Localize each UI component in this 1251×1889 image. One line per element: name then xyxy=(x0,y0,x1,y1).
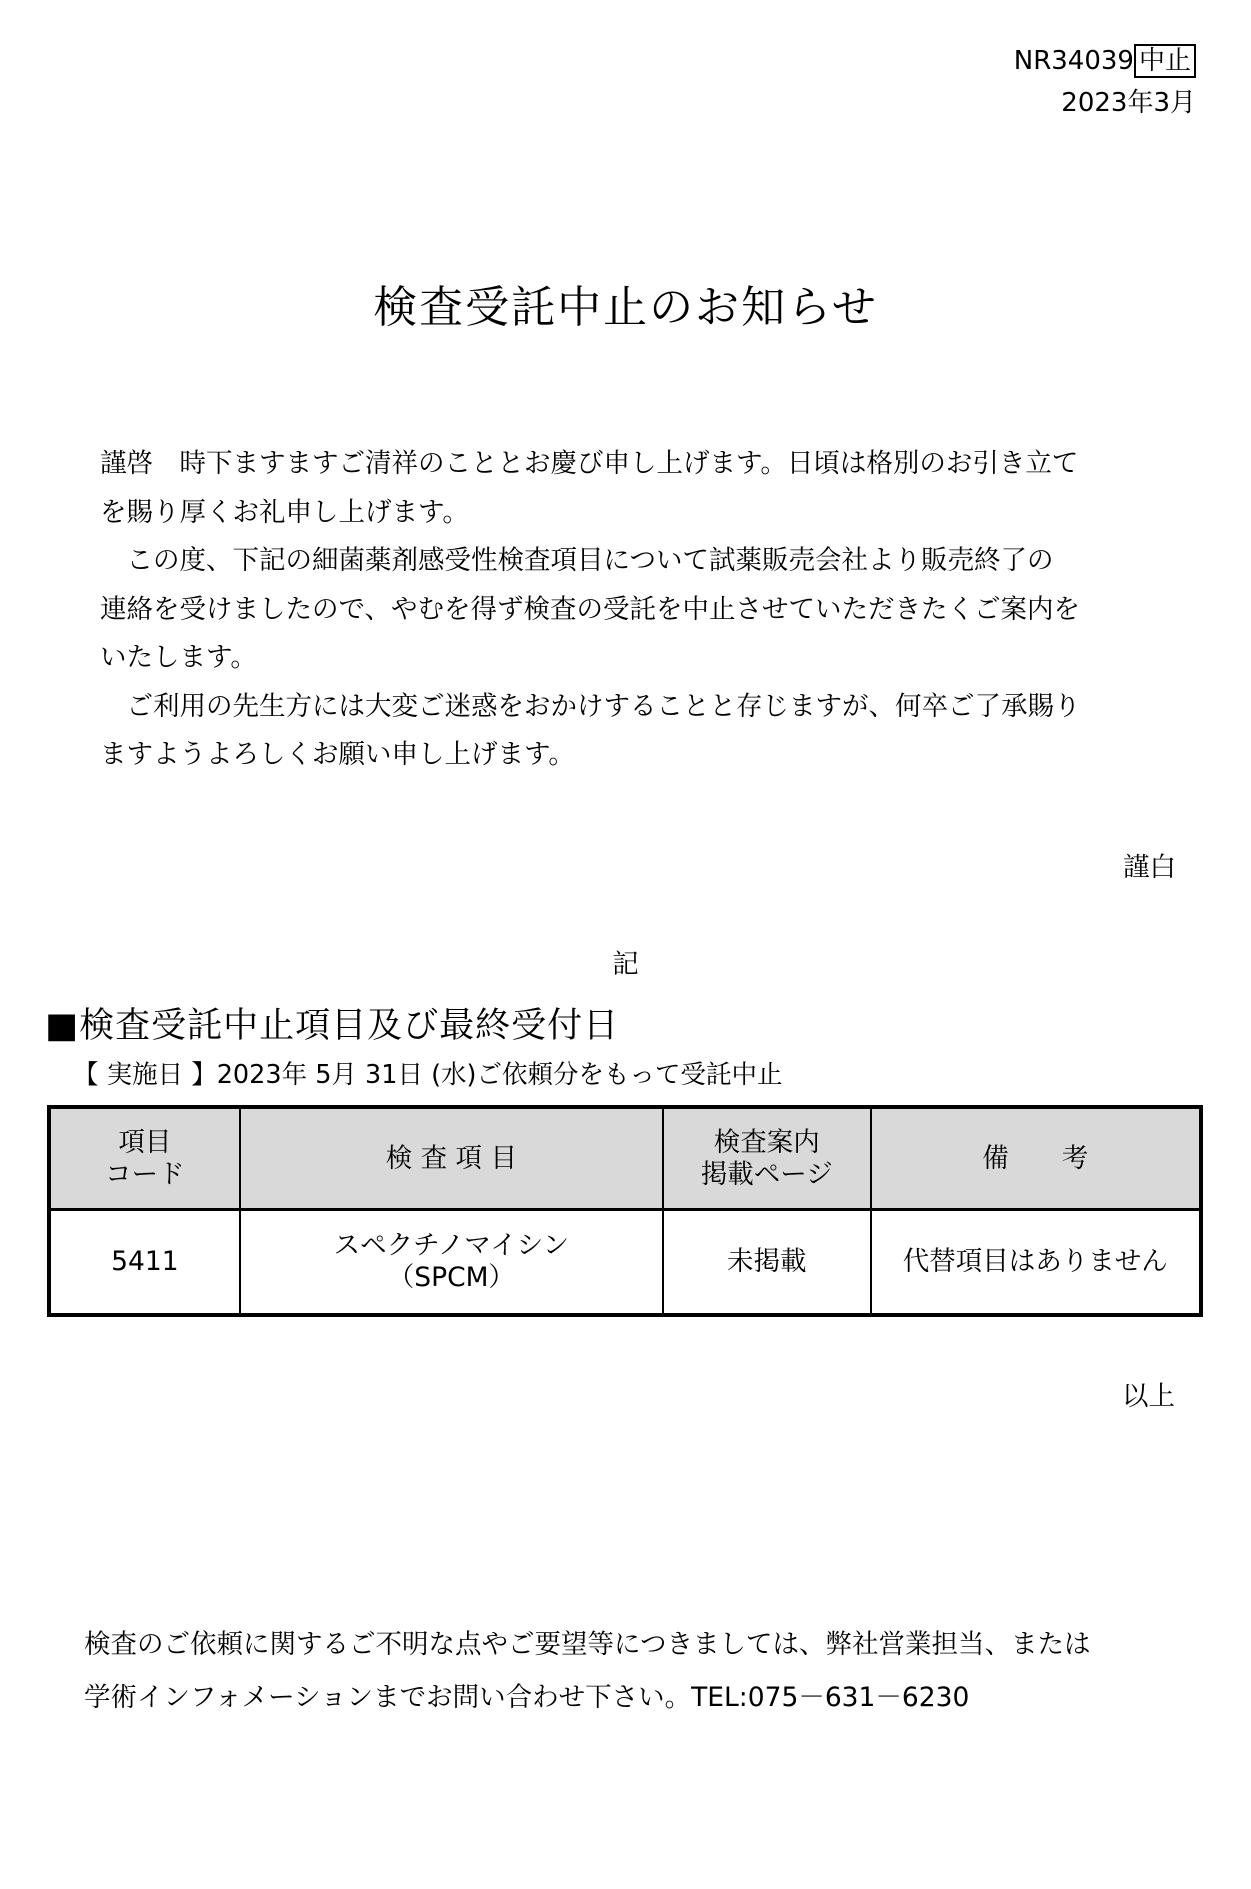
body-line: ますようよろしくお願い申し上げます。 xyxy=(100,739,575,770)
cell-remarks: 代替項目はありません xyxy=(871,1210,1200,1315)
header-test-item: 検 査 項 目 xyxy=(240,1108,663,1210)
footer-line: 学術インフォメーションまでお問い合わせ下さい。TEL:075－631－6230 xyxy=(84,1682,970,1713)
body-line: いたします。 xyxy=(100,642,257,673)
header-guide-page: 検査案内 掲載ページ xyxy=(663,1108,871,1210)
header-item-code: 項目 コード xyxy=(50,1108,240,1210)
document-number xyxy=(1014,44,1196,78)
document-date: 2023年3月 xyxy=(1061,88,1196,118)
body-line: 連絡を受けましたので、やむを得ず検査の受託を中止させていただきたくご案内を xyxy=(100,593,1080,625)
body-line: 謹啓 時下ますますご清祥のこととお慶び申し上げます。日頃は格別のお引き立て xyxy=(100,448,1079,479)
body-text xyxy=(100,440,1180,780)
body-line: を賜り厚くお礼申し上げます。 xyxy=(100,496,469,528)
footer-contact xyxy=(84,1618,1204,1724)
body-line: ご利用の先生方には大変ご迷惑をおかけすることと存じますが、何卒ご了承賜り xyxy=(126,690,1081,722)
table-header-row xyxy=(50,1108,1200,1210)
end-mark: 以上 xyxy=(1122,1381,1175,1412)
table-row xyxy=(50,1210,1200,1315)
status-box: 中止 xyxy=(1134,44,1196,78)
items-table xyxy=(49,1107,1201,1315)
header-remarks: 備 考 xyxy=(871,1108,1200,1210)
closing-salutation: 謹白 xyxy=(1123,852,1176,883)
document-number-text: NR34039 xyxy=(1013,46,1134,76)
section-heading: ■検査受託中止項目及び最終受付日 xyxy=(45,1006,620,1046)
deadline-text: 【 実施日 】2023年 5月 31日 (水)ご依頼分をもって受託中止 xyxy=(73,1060,783,1090)
ki-mark: 記 xyxy=(612,949,639,980)
page-title: 検査受託中止のお知らせ xyxy=(373,282,878,333)
cell-guide-page: 未掲載 xyxy=(663,1210,871,1315)
cell-test-item: スペクチノマイシン （SPCM） xyxy=(240,1210,663,1315)
footer-line: 検査のご依頼に関するご不明な点やご要望等につきましては、弊社営業担当、または xyxy=(84,1629,1091,1660)
body-line: この度、下記の細菌薬剤感受性検査項目について試薬販売会社より販売終了の xyxy=(126,545,1054,576)
cell-item-code: 5411 xyxy=(50,1210,240,1315)
